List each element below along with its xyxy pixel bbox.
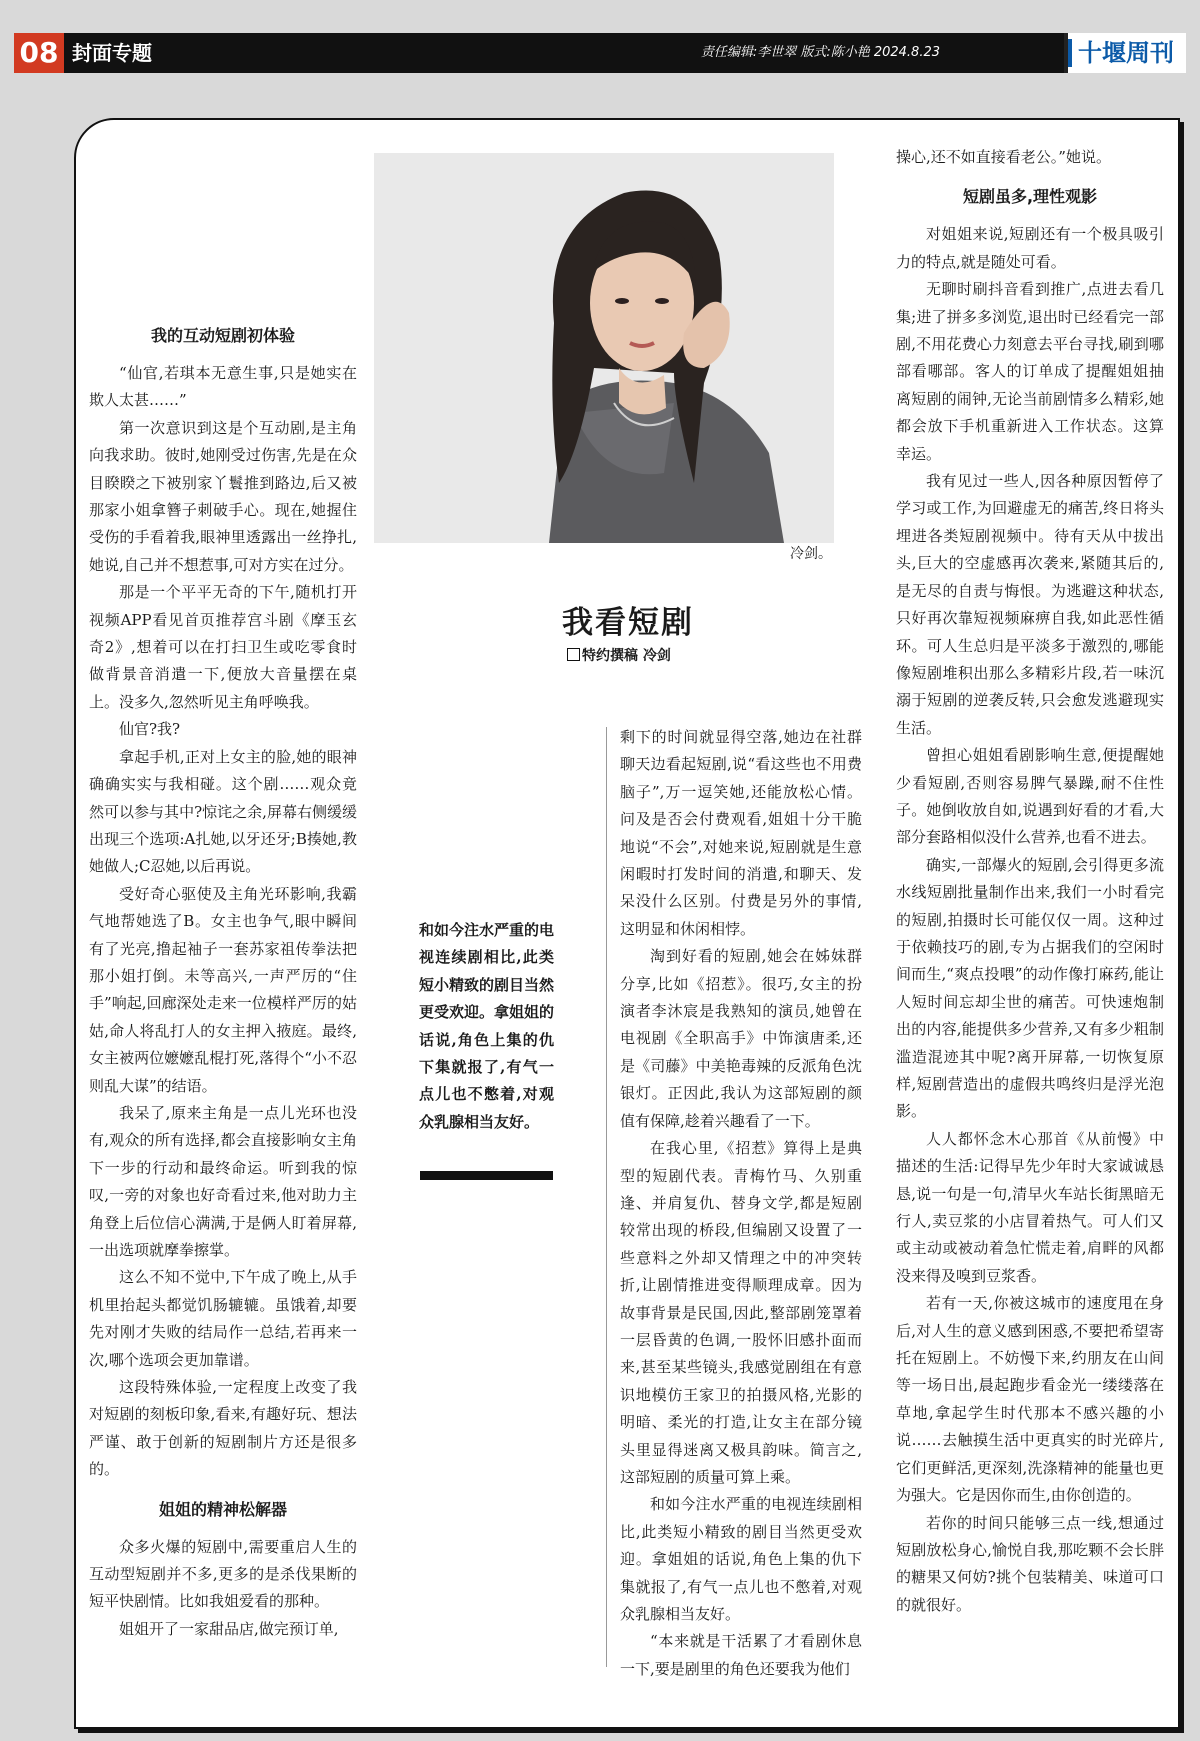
paragraph: 人人都怀念木心那首《从前慢》中描述的生活:记得早先少年时大家诚诚恳恳,说一句是一句,清早火车站长街黑暗无行人,卖豆浆的小店冒着热气。可人们又或主动或被动着急忙慌走着,肩畔的风都没来得及嗅到豆浆香。 (896, 1129, 1164, 1285)
paragraph: 我呆了,原来主角是一点儿光环也没有,观众的所有选择,都会直接影响女主角下一步的行动和最终命运。听到我的惊叹,一旁的对象也好奇看过来,他对助力主角登上后位信心满满,于是俩人盯着屏幕,一出选项就摩拳擦掌。 (89, 1103, 357, 1259)
byline-box-icon (567, 648, 580, 661)
paragraph: “仙官,若琪本无意生事,只是她实在欺人太甚……” (89, 364, 357, 410)
paragraph: 操心,还不如直接看老公。”她说。 (896, 148, 1111, 166)
portrait-illustration (374, 153, 834, 543)
author-photo (374, 153, 834, 543)
editor-credits: 责任编辑:李世翠 版式:陈小艳 2024.8.23 (700, 45, 940, 60)
byline (567, 645, 671, 665)
column-1 (89, 322, 357, 1643)
subheading: 我的互动短剧初体验 (150, 326, 295, 345)
paragraph: 拿起手机,正对上女主的脸,她的眼神确确实实与我相碰。这个剧……观众竟然可以参与其中?惊诧之余,屏幕右侧缓缓出现三个选项:A扎她,以牙还牙;B揍她,教她做人;C忍她,以后再说。 (89, 747, 357, 876)
paragraph: 姐姐开了一家甜品店,做完预订单, (119, 1619, 339, 1638)
column-3 (620, 724, 862, 1683)
paragraph: 那是一个平平无奇的下午,随机打开视频APP看见首页推荐宫斗剧《摩玉玄奇2》,想着可以在打扫卫生或吃零食时做背景音消遣一下,便放大音量摆在桌上。没多久,忽然听见主角呼唤我。 (89, 583, 357, 711)
paragraph: “本来就是干活累了才看剧休息一下,要是剧里的角色还要我为他们 (620, 1632, 862, 1678)
page-header (14, 33, 1186, 73)
paragraph: 这么不知不觉中,下午成了晚上,从手机里抬起头都觉饥肠辘辘。虽饿着,却要先对刚才失败的结局作一总结,若再来一次,哪个选项会更加靠谱。 (89, 1268, 357, 1369)
pull-quote-bar (420, 1171, 553, 1180)
paragraph: 受好奇心驱使及主角光环影响,我霸气地帮她选了B。女主也争气,眼中瞬间有了光亮,撸起袖子一套苏家祖传拳法把那小姐打倒。未等高兴,一声严厉的“住手”响起,回廊深处走来一位模样严厉的姑姑,命人将乱打人的女主押入掖庭。最终,女主被两位嬷嬷乱棍打死,落得个“小不忍则乱大谋”的结语。 (89, 884, 357, 1095)
byline-text: 特约撰稿 冷剑 (582, 648, 671, 664)
page-number: 08 (14, 33, 64, 73)
paragraph: 若你的时间只能够三点一线,想通过短剧放松身心,愉悦自我,那吃颗不会长胖的糖果又何妨?挑个包装精美、味道可口的就很好。 (896, 1513, 1164, 1614)
masthead-accent (1068, 39, 1072, 67)
paragraph: 无聊时刷抖音看到推广,点进去看几集;进了拼多多浏览,退出时已经看完一部剧,不用花费心力刻意去平台寻找,刷到哪部看哪部。客人的订单成了提醒姐姐抽离短剧的闹钟,无论当前剧情多么精彩,她都会放下手机重新进入工作状态。这算幸运。 (896, 280, 1164, 463)
paragraph: 我有见过一些人,因各种原因暂停了学习或工作,为回避虚无的痛苦,终日将头埋进各类短剧视频中。待有天从中拔出头,巨大的空虚感再次袭来,紧随其后的,是无尽的自责与悔恨。为逃避这种状态,只好再次靠短视频麻痹自我,如此恶性循环。可人生总归是平淡多于激烈的,哪能像短剧堆积出那么多精彩片段,若一味沉溺于短剧的逆袭反转,只会愈发逃避现实生活。 (896, 472, 1164, 737)
photo-caption: 冷剑。 (790, 546, 832, 562)
masthead-title: 十堰周刊 (1078, 38, 1174, 67)
paragraph: 确实,一部爆火的短剧,会引得更多流水线短剧批量制作出来,我们一小时看完的短剧,拍摄时长可能仅仅一周。这种过于依赖技巧的剧,专为占据我们的空闲时间而生,“爽点投喂”的动作像打麻药,能让人短时间忘却尘世的痛苦。可快速炮制出的内容,能提供多少营养,又有多少粗制滥造混迹其中呢?离开屏幕,一切恢复原样,短剧营造出的虚假共鸣终归是浮光泡影。 (896, 855, 1164, 1121)
paragraph: 曾担心姐姐看剧影响生意,便提醒她少看短剧,否则容易脾气暴躁,耐不住性子。她倒收放自如,说遇到好看的才看,大部分套路相似没什么营养,也看不进去。 (896, 746, 1164, 847)
column-4 (896, 144, 1164, 1619)
pull-quote: 和如今注水严重的电视连续剧相比,此类短小精致的剧目当然更受欢迎。拿姐姐的话说,角色上集的仇下集就报了,有气一点儿也不憋着,对观众乳腺相当友好。 (419, 921, 555, 1131)
paragraph: 对姐姐来说,短剧还有一个极具吸引力的特点,就是随处可看。 (896, 225, 1164, 271)
paragraph: 剩下的时间就显得空落,她边在社群聊天边看起短剧,说“看这些也不用费脑子”,万一逗笑她,还能放松心情。问及是否会付费观看,姐姐十分干脆地说“不会”,对她来说,短剧就是生意闲暇时打发时间的消遣,和聊天、发呆没什么区别。付费是另外的事情,这明显和休闲相悖。 (620, 728, 862, 938)
paragraph: 众多火爆的短剧中,需要重启人生的互动型短剧并不多,更多的是杀伐果断的短平快剧情。比如我姐爱看的那种。 (89, 1537, 357, 1611)
subheading: 姐姐的精神松解器 (158, 1499, 287, 1519)
section-title: 封面专题 (72, 41, 152, 65)
subheading: 短剧虽多,理性观影 (962, 187, 1098, 207)
paragraph: 仙官?我? (119, 720, 181, 739)
paragraph: 在我心里,《招惹》算得上是典型的短剧代表。青梅竹马、久别重逢、并肩复仇、替身文学,都是短剧较常出现的桥段,但编剧又设置了一些意料之外却又情理之中的冲突转折,让剧情推进变得顺理成章。因为故事背景是民国,因此,整部剧笼罩着一层昏黄的色调,一股怀旧感扑面而来,甚至某些镜头,我感觉剧组在有意识地模仿王家卫的拍摄风格,光影的明暗、柔光的打造,让女主在部分镜头里显得迷离又极具韵味。简言之,这部短剧的质量可算上乘。 (620, 1139, 862, 1486)
paragraph: 这段特殊体验,一定程度上改变了我对短剧的刻板印象,看来,有趣好玩、想法严谨、敢于创新的短剧制片方还是很多的。 (89, 1378, 357, 1479)
column-divider (606, 727, 607, 1667)
paragraph: 第一次意识到这是个互动剧,是主角向我求助。彼时,她刚受过伤害,先是在众目睽睽之下被别家丫鬟推到路边,后又被那家小姐拿簪子刺破手心。现在,她握住受伤的手看着我,眼神里透露出一丝挣扎,她说,自己并不想惹事,可对方实在过分。 (89, 418, 357, 574)
paragraph: 和如今注水严重的电视连续剧相比,此类短小精致的剧目当然更受欢迎。拿姐姐的话说,角色上集的仇下集就报了,有气一点儿也不憋着,对观众乳腺相当友好。 (620, 1495, 862, 1623)
paragraph: 淘到好看的短剧,她会在姊妹群分享,比如《招惹》。很巧,女主的扮演者李沐宸是我熟知的演员,她曾在电视剧《全职高手》中饰演唐柔,还是《司藤》中美艳毒辣的反派角色沈银灯。正因此,我认为这部短剧的颜值有保障,趁着兴趣看了一下。 (620, 947, 862, 1130)
paragraph: 若有一天,你被这城市的速度甩在身后,对人生的意义感到困惑,不要把希望寄托在短剧上。不妨慢下来,约朋友在山间等一场日出,晨起跑步看金光一缕缕落在草地,拿起学生时代那本不感兴趣的小说……去触摸生活中更真实的时光碎片,它们更鲜活,更深刻,洗涤精神的能量也更为强大。它是因你而生,由你创造的。 (896, 1294, 1164, 1505)
masthead (1064, 33, 1186, 73)
article-title: 我看短剧 (562, 605, 694, 641)
